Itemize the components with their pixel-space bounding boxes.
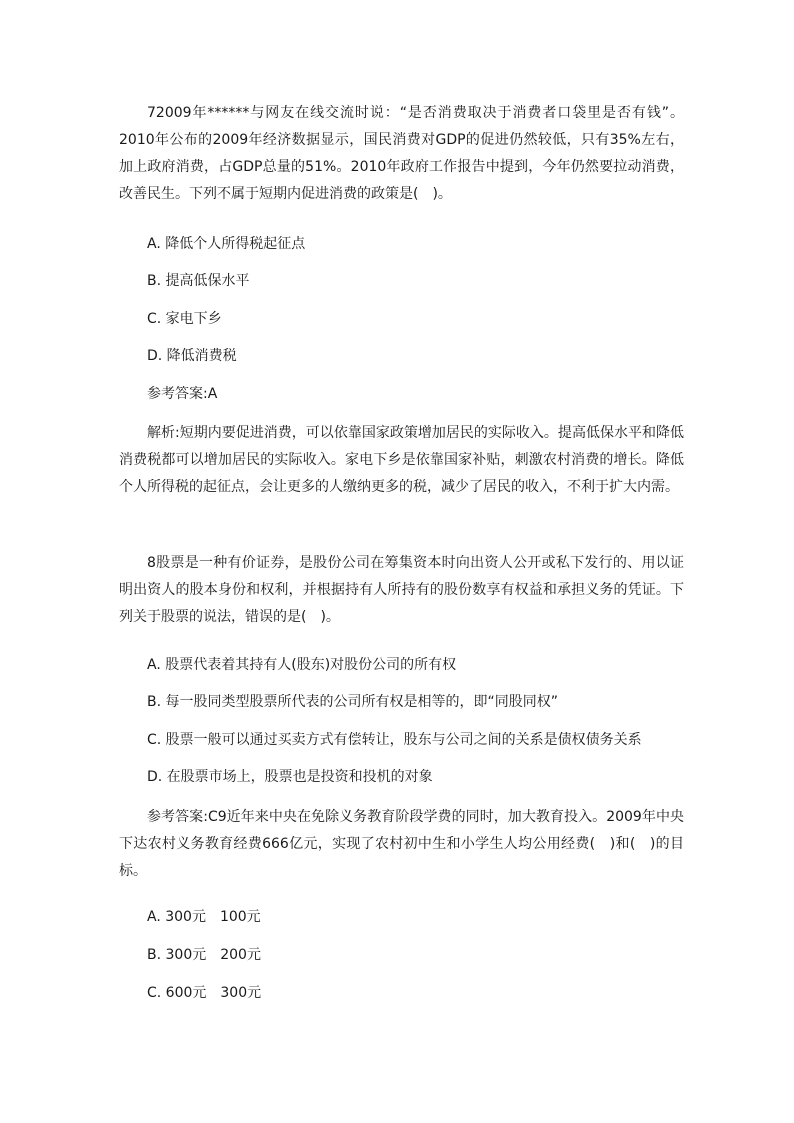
question-7-option-c: C. 家电下乡 (147, 311, 222, 327)
question-8-stem: 8股票是一种有价证券，是股份公司在筹集资本时向出资人公开或私下发行的、用以证明出资人的股本身份和权利，并根据持有人所持有的股份数享有权益和承担义务的凭证。下列关于股票的说法，错误的是( )。 (119, 555, 684, 625)
question-7-option-b: B. 提高低保水平 (147, 273, 250, 289)
question-7-answer: 参考答案:A (147, 386, 218, 402)
question-8-option-d: D. 在股票市场上，股票也是投资和投机的对象 (147, 769, 433, 785)
question-8-option-c: C. 股票一般可以通过买卖方式有偿转让，股东与公司之间的关系是债权债务关系 (147, 732, 642, 748)
question-7-option-a: A. 降低个人所得税起征点 (147, 236, 306, 252)
question-8-option-b: B. 每一股同类型股票所代表的公司所有权是相等的，即“同股同权” (147, 694, 559, 710)
question-9-option-b: B. 300元 200元 (147, 947, 261, 963)
question-9-option-c: C. 600元 300元 (147, 985, 262, 1001)
question-7-analysis: 解析:短期内要促进消费，可以依靠国家政策增加居民的实际收入。提高低保水平和降低消费税都可以增加居民的实际收入。家电下乡是依靠国家补贴，刺激农村消费的增长。降低个人所得税的起征点，会让更多的人缴纳更多的税，减少了居民的收入，不利于扩大内需。 (119, 425, 684, 495)
question-9-stem: 参考答案:C9近年来中央在免除义务教育阶段学费的同时，加大教育投入。2009年中央下达农村义务教育经费666亿元，实现了农村初中生和小学生人均公用经费( )和( )的目标。 (119, 809, 684, 879)
question-7-option-d: D. 降低消费税 (147, 348, 237, 364)
question-7-stem: 72009年******与网友在线交流时说：“是否消费取决于消费者口袋里是否有钱”。2010年公布的2009年经济数据显示，国民消费对GDP的促进仍然较低，只有35%左右，加上政府消费，占GDP总量的51%。2010年政府工作报告中提到，今年仍然要拉动消费，改善民生。下列不属于短期内促进消费的政策是( )。 (119, 105, 684, 202)
question-9-option-a: A. 300元 100元 (147, 909, 261, 925)
question-8-option-a: A. 股票代表着其持有人(股东)对股份公司的所有权 (147, 657, 457, 673)
